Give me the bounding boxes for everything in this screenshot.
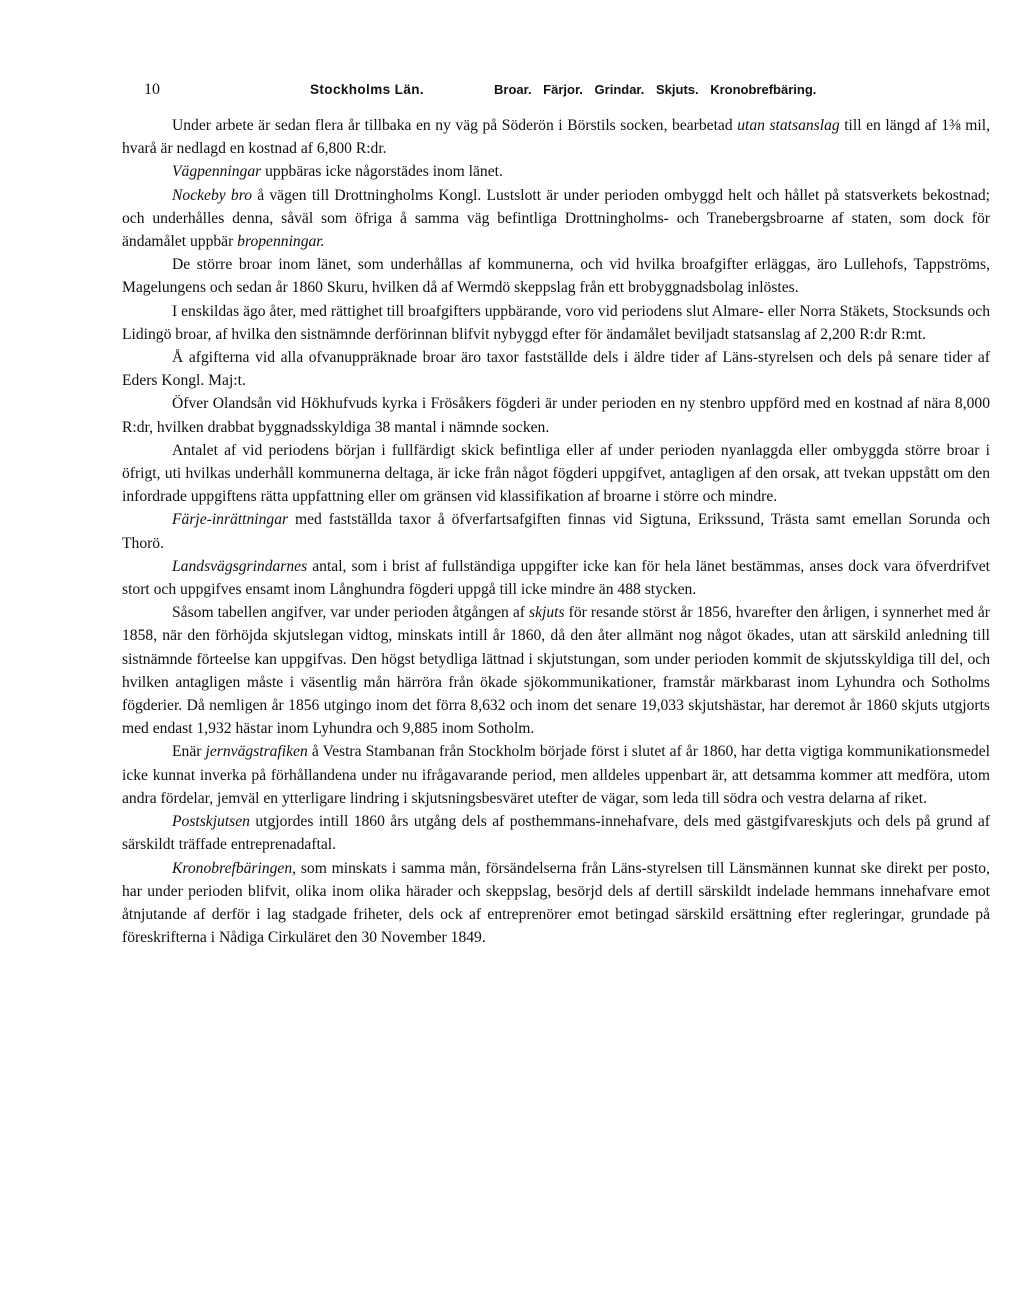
paragraph: [122, 300, 990, 346]
paragraph: [122, 346, 990, 392]
running-title: Stockholms Län.: [310, 82, 425, 97]
paragraph: [122, 253, 990, 299]
paragraph: [122, 508, 990, 554]
paragraph-text: som minskats i samma mån, försändelserna från Läns-styrelsen till Länsmännen kunnat ske direkt per posto, har under perioden blifvit, olika inom olika härader och skeppslag, besörjd dels af dertill särskildt indelade hemmans innehafvare emot åtnjutande af derför i lag stadgade friheter, dels ock af entreprenörer emot betingad särskild ersättning efter regleringar, grundade på föreskrifterna i Nådiga Cirkuläret den 30 November 1849.: [122, 859, 990, 947]
italic-term: Vägpenningar: [172, 163, 262, 181]
paragraph-text: Antalet af vid periodens början i fullfärdigt skick befintliga eller af under perioden nyanlaggda eller ombyggda större broar i öfrigt, uti hvilkas underhåll kommunerna deltaga, är icke från något fögderi uppgifvet, antagligen af den orsak, att tvekan uppstått om den infordrade uppgiftens rätta uppfattning eller om gränsen vid klassifikation af broarne i större och mindre.: [122, 441, 990, 506]
paragraph-text: för resande störst år 1856, hvarefter den årligen, i synnerhet med år 1858, när den förhöjda skjutslegan vidtog, minskats intill år 1860, då den åter allmänt nog något ökades, utan att särskild anledning till sistnämnde förteelse kan uppgifvas. Den högst betydliga lättnad i skjutstungan, som under perioden kommit de skjutsskyldiga till del, och hvilken antagligen måste i väsentlig mån härröra från ökade sjökommunikationer, framstår märkbarast inom Lyhundra och Sotholms fögderier. Då nemligen år 1856 utgingo inom det förra 8,632 och inom det senare 19,033 skjutshästar, har deremot år 1860 skjuts utgjorts med endast 1,932 hästar inom Lyhundra och 9,885 inom Sotholm.: [122, 604, 990, 738]
paragraph-text: Enär: [172, 743, 206, 761]
paragraph: [122, 555, 990, 601]
running-topics: Broar. Färjor. Grindar. Skjuts. Kronobrefbäring.: [494, 82, 817, 97]
italic-term: Postskjutsen: [172, 813, 250, 831]
paragraph: [122, 740, 990, 810]
paragraph: [122, 439, 990, 509]
italic-term: Färje-inrättningar: [172, 511, 289, 529]
page-number: 10: [144, 81, 160, 98]
italic-term: Kronobrefbäringen,: [172, 859, 297, 877]
italic-term: Nockeby bro: [172, 186, 252, 204]
paragraph-text: med fastställda taxor å öfverfartsafgiften finnas vid Sigtuna, Erikssund, Trästa samt emellan Sorunda och Thorö.: [122, 511, 990, 552]
paragraph: [122, 601, 990, 740]
paragraph-text: Å afgifterna vid alla ofvanuppräknade broar äro taxor fastställde dels i äldre tider af Läns-styrelsen och dels på senare tider af Eders Kongl. Maj:t.: [122, 349, 990, 390]
paragraph: [122, 160, 990, 183]
document-page: [122, 78, 990, 949]
paragraph: [122, 810, 990, 856]
paragraph-text: Under arbete är sedan flera år tillbaka en ny väg på Söderön i Börstils socken, bearbetad: [172, 117, 738, 134]
italic-term: Landsvägsgrindarnes: [172, 557, 308, 575]
paragraph-text: utgjordes intill 1860 års utgång dels af posthemmans-innehafvare, dels med gästgifvareskjuts och dels på grund af särskildt träffade entreprenadaftal.: [122, 813, 990, 854]
paragraph: [122, 184, 990, 254]
paragraph-text: I enskildas ägo åter, med rättighet till broafgifters uppbärande, voro vid periodens slut Almare- eller Norra Stäkets, Stocksunds och Lidingö broar, af hvilka den sistnämnde derförinnan blifvit nybyggd efter för ändamålet beviljadt statsanslag af 2,200 R:dr R:mt.: [122, 302, 990, 343]
paragraph: [122, 114, 990, 160]
paragraph-text: De större broar inom länet, som underhållas af kommunerna, och vid hvilka broafgifter erläggas, äro Lullehofs, Tappströms, Magelungens och sedan år 1860 Skuru, hvilken då af Wermdö skeppslag från ett brobyggnadsbolag inlöstes.: [122, 256, 990, 297]
paragraph-text: å Vestra Stambanan från Stockholm började först i slutet af år 1860, har detta vigtiga kommunikationsmedel icke kunnat inverka på förhållandena under nu ifrågavarande period, men alldeles uppenbart är, att detsamma kommer att medföra, utom andra fördelar, jemväl en ytterligare lindring i skjutsningsbesväret utefter de vägar, som leda till södra och vestra delarna af riket.: [122, 743, 990, 807]
paragraph-text: till en längd af 1⅜ mil, hvarå är nedlagd en kostnad af 6,800 R:dr.: [122, 117, 990, 158]
page-header: [122, 78, 990, 104]
paragraph-text: Såsom tabellen angifver, var under perioden åtgången af: [172, 604, 530, 622]
italic-term: skjuts: [529, 604, 565, 622]
paragraph: [122, 392, 990, 438]
body-text: [122, 114, 990, 949]
italic-term: bropenningar.: [237, 233, 325, 251]
paragraph: [122, 857, 990, 950]
paragraph-text: antal, som i brist af fullständiga uppgifter icke kan för hela länet bestämmas, anses dock vara öfverdrifvet stort och uppgifves ensamt inom Långhundra fögderi uppgå till icke mindre än 488 stycken.: [122, 557, 990, 599]
paragraph-text: Öfver Olandsån vid Hökhufvuds kyrka i Frösåkers fögderi är under perioden en ny stenbro uppförd med en kostnad af nära 8,000 R:dr, hvilken drabbat byggnadsskyldiga 38 mantal i nämnde socken.: [122, 395, 990, 436]
paragraph-text: å vägen till Drottningholms Kongl. Lustslott är under perioden ombyggd helt och hållet på statsverkets bekostnad; och underhålles denna, såväl som öfriga å samma väg befintliga Drottningholms- och Tranebergsbroarne af staten, som dock för ändamålet uppbär: [122, 186, 990, 251]
paragraph-text: uppbäras icke någorstädes inom länet.: [261, 163, 503, 181]
italic-term: utan statsanslag: [737, 117, 840, 134]
italic-term: jernvägstrafiken: [205, 743, 308, 761]
